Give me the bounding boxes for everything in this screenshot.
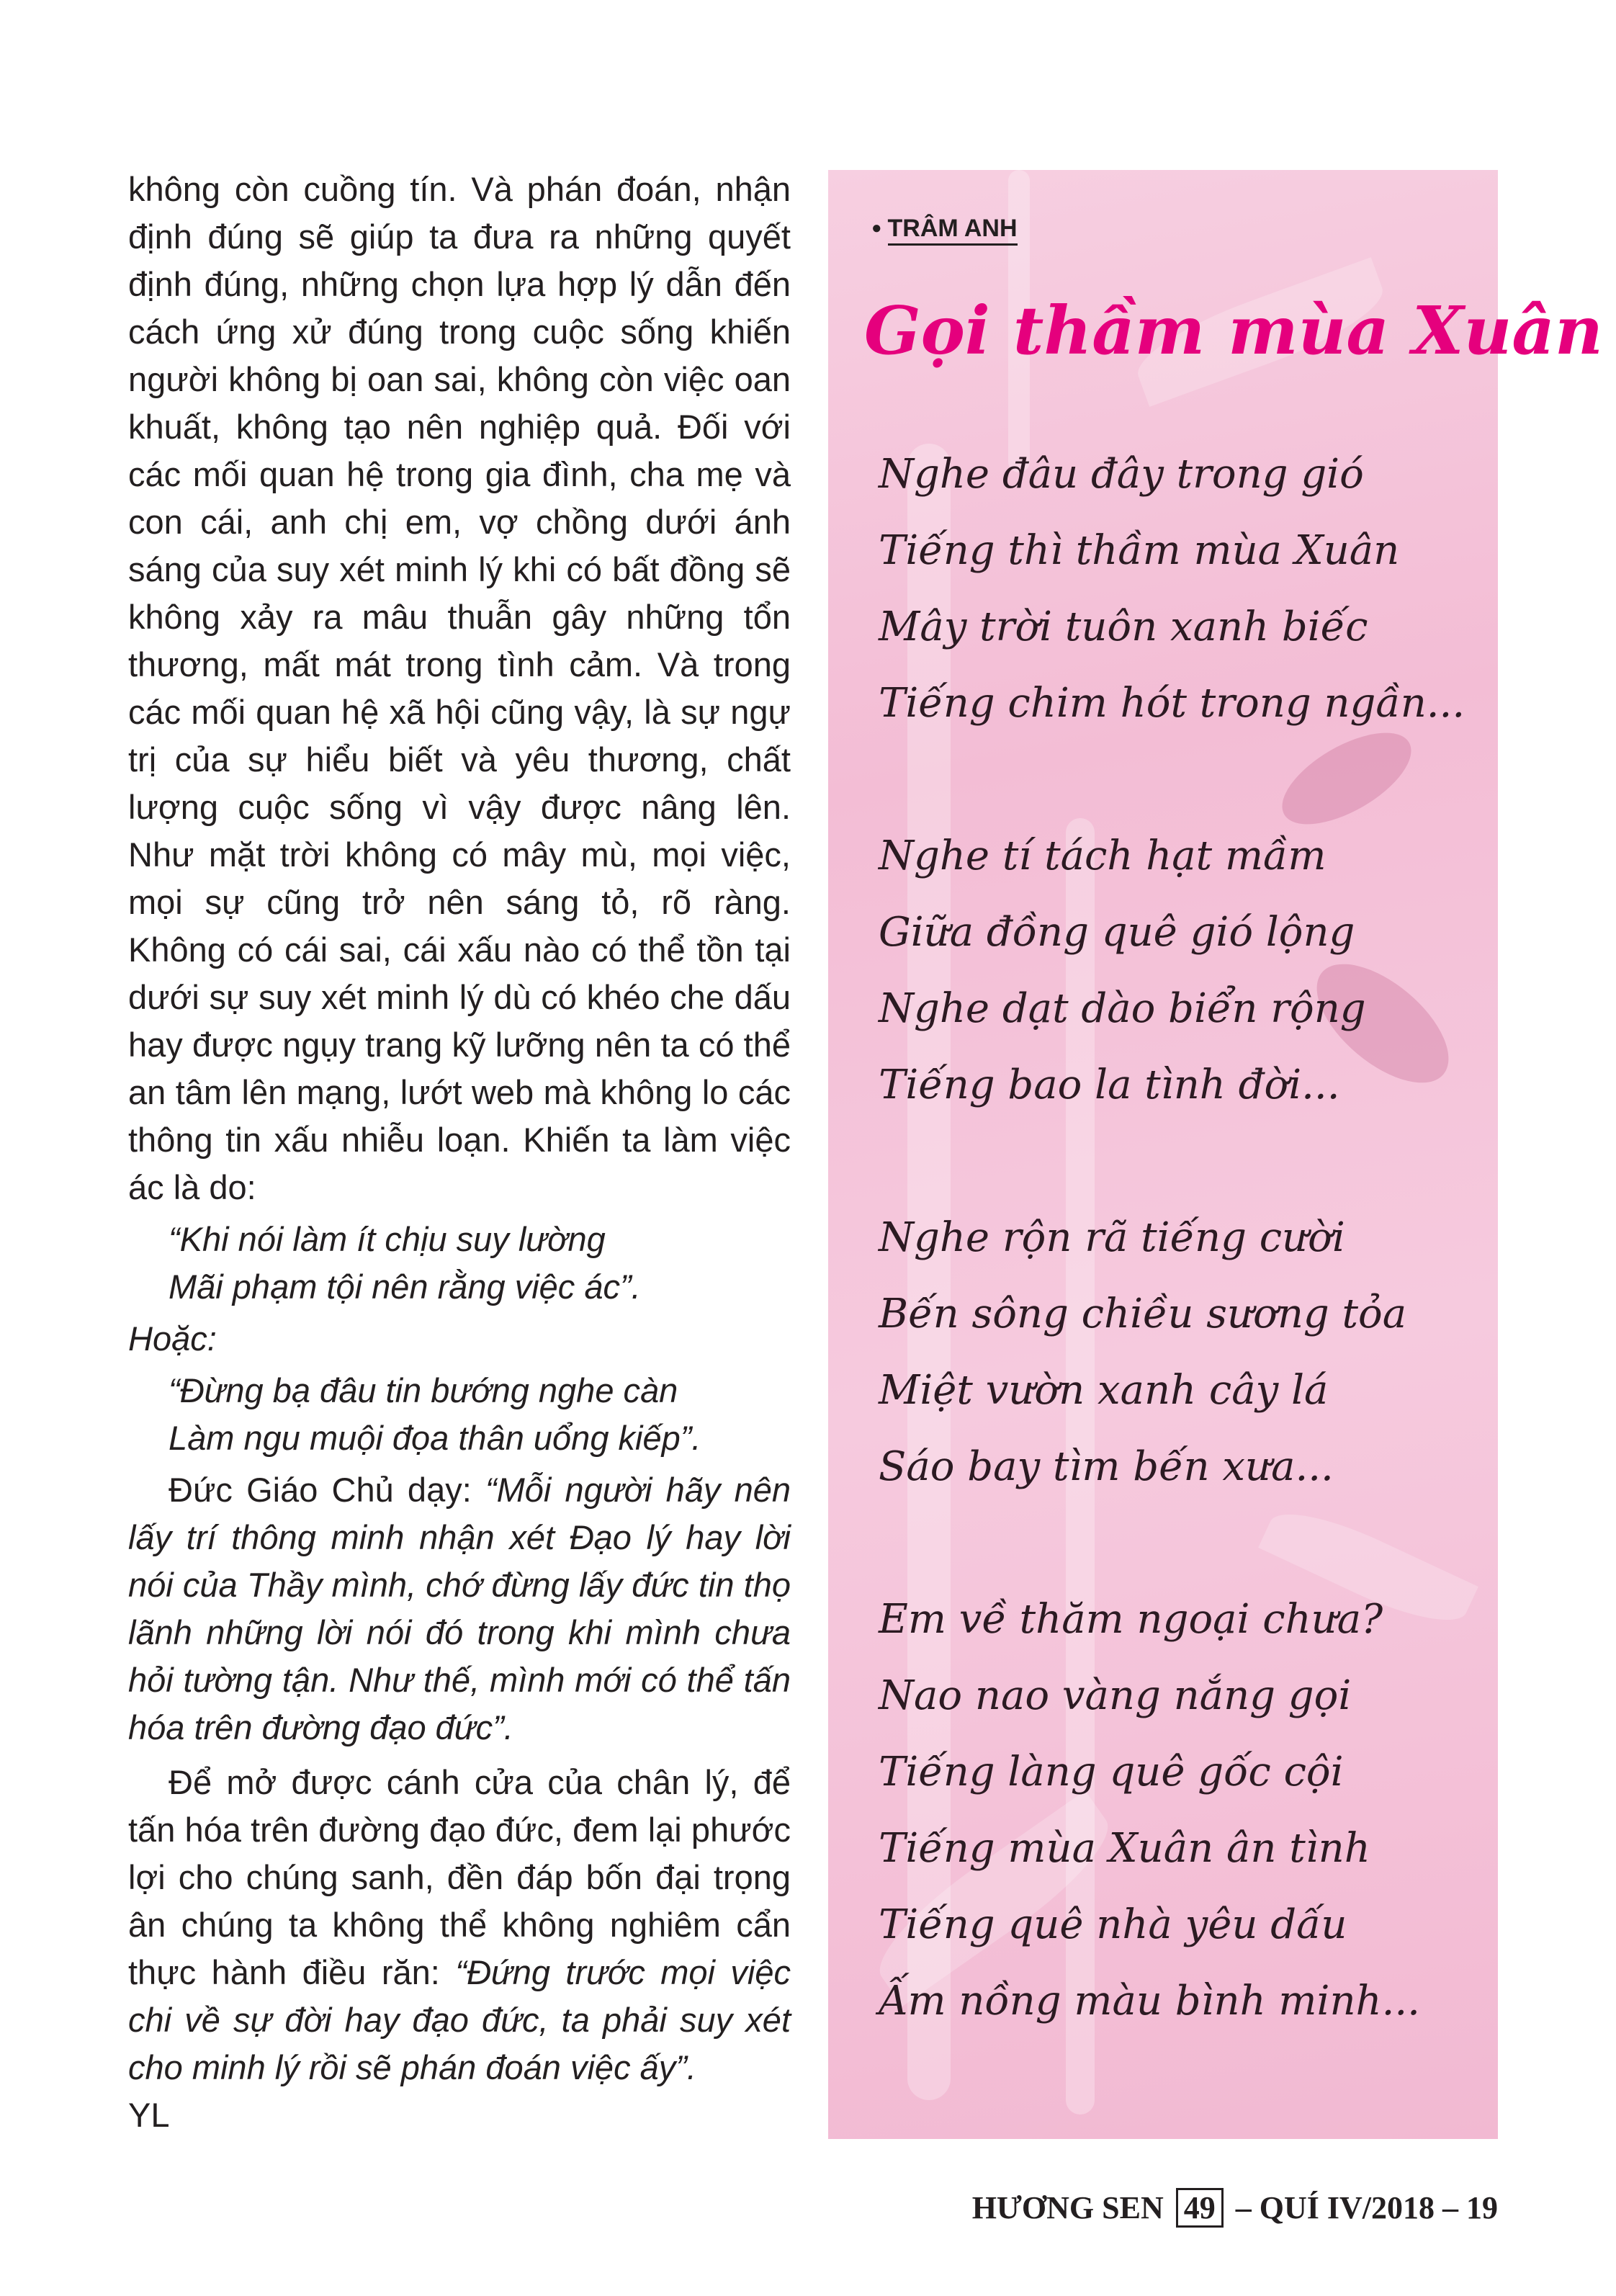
verse-line: Mãi phạm tội nên rằng việc ác”. xyxy=(169,1268,641,1306)
page-number: 19 xyxy=(1466,2190,1498,2225)
poem-line: Sáo bay tìm bến xưa... xyxy=(879,1443,1334,1490)
paragraph-lead: Đức Giáo Chủ dạy: xyxy=(169,1471,485,1509)
poem-line: Nghe rộn rã tiếng cười xyxy=(879,1214,1345,1261)
paragraph-quote: “Mỗi người hãy nên lấy trí thông minh nhận xét Đạo lý hay lời nói của Thầy mình, chớ đừng lấy đức tin thọ lãnh những lời nói đó trong khi mình chưa hỏi tường tận. Như thế, mình mới có thể tấn hóa trên đường đạo đức”. xyxy=(128,1471,791,1746)
article-paragraph: không còn cuồng tín. Và phán đoán, nhận định đúng sẽ giúp ta đưa ra những quyết định đúng, những chọn lựa hợp lý dẫn đến cách ứng xử đúng trong cuộc sống khiến người không bị oan sai, không còn việc oan khuất, không tạo nên nghiệp quả. Đối với các mối quan hệ trong gia đình, cha mẹ và con cái, anh chị em, vợ chồng dưới ánh sáng của suy xét minh lý khi có bất đồng sẽ không xảy ra mâu thuẫn gây những tổn thương, mất mát trong tình cảm. Và trong các mối quan hệ xã hội cũng vậy, là sự ngự trị của sự hiểu biết và yêu thương, chất lượng cuộc sống vì vậy được nâng lên. Như mặt trời không có mây mù, mọi việc, mọi sự cũng trở nên sáng tỏ, rõ ràng. Không có cái sai, cái xấu nào có thể tồn tại dưới sự suy xét minh lý dù có khéo che dấu hay được ngụy trang kỹ lưỡng nên ta có thể an tâm lên mạng, lướt web mà không lo các thông tin xấu nhiễu loạn. Khiến ta làm việc ác là do: xyxy=(128,170,791,1206)
poem-line: Ấm nồng màu bình minh... xyxy=(879,1978,1420,2024)
poem-line: Tiếng quê nhà yêu dấu xyxy=(879,1901,1347,1948)
poem-stanza xyxy=(879,818,1483,1124)
poem-line: Tiếng thì thầm mùa Xuân xyxy=(879,527,1400,574)
signoff: YL xyxy=(128,2096,170,2134)
verse-line: “Đừng bạ đâu tin bướng nghe càn xyxy=(169,1371,678,1409)
poem-line: Tiếng bao la tình đời... xyxy=(879,1062,1340,1108)
poem-line: Nghe đâu đây trong gió xyxy=(879,451,1364,498)
page-footer xyxy=(871,2189,1498,2226)
poem-body xyxy=(879,436,1483,2040)
poem-line: Tiếng chim hót trong ngần... xyxy=(879,680,1465,727)
author-name: TRÂM ANH xyxy=(888,215,1018,246)
issue-number: 49 xyxy=(1176,2188,1224,2228)
article-column xyxy=(128,166,791,2139)
poem-panel xyxy=(828,170,1603,2139)
poem-line: Em về thăm ngoại chưa? xyxy=(879,1596,1383,1643)
poem-author xyxy=(871,215,1018,243)
poem-line: Tiếng mùa Xuân ân tình xyxy=(879,1825,1370,1872)
quoted-verse xyxy=(128,1216,791,1311)
poem-line: Nghe dạt dào biển rộng xyxy=(879,985,1366,1032)
bullet-icon: ● xyxy=(871,218,882,238)
poem-stanza xyxy=(879,1200,1483,1505)
poem-line: Nao nao vàng nắng gọi xyxy=(879,1672,1352,1719)
verse-line: “Khi nói làm ít chịu suy lường xyxy=(169,1220,606,1258)
poem-line: Giữa đồng quê gió lộng xyxy=(879,909,1355,956)
poem-stanza xyxy=(879,436,1483,742)
poem-stanza xyxy=(879,1582,1483,2040)
quoted-verse xyxy=(128,1367,791,1462)
poem-line: Tiếng làng quê gốc cội xyxy=(879,1749,1344,1795)
poem-line: Bến sông chiều sương tỏa xyxy=(879,1291,1407,1337)
connector-text: Hoặc: xyxy=(128,1319,217,1358)
article-paragraph xyxy=(128,1466,791,1752)
paragraph-quote: “Đứng trước mọi việc chi về sự đời hay đạo đức, ta phải suy xét cho minh lý rồi sẽ phán đoán việc ấy”. xyxy=(128,1953,791,2086)
magazine-name: HƯƠNG SEN xyxy=(971,2190,1164,2225)
issue-period: – QUÍ IV/2018 – xyxy=(1235,2190,1458,2225)
poem-line: Miệt vườn xanh cây lá xyxy=(879,1367,1329,1414)
poem-line: Nghe tí tách hạt mầm xyxy=(879,833,1327,879)
poem-title: Gọi thầm mùa Xuân xyxy=(864,292,1603,369)
poem-line: Mây trời tuôn xanh biếc xyxy=(879,604,1368,650)
verse-line: Làm ngu muội đọa thân uổng kiếp”. xyxy=(169,1419,701,1457)
article-paragraph xyxy=(128,1759,791,2091)
paragraph-lead: Để mở được cánh cửa của chân lý, để tấn hóa trên đường đạo đức, đem lại phước lợi cho chúng sanh, đền đáp bốn đại trọng ân chúng ta không thể không nghiêm cẩn thực hành điều răn: xyxy=(128,1763,791,1991)
